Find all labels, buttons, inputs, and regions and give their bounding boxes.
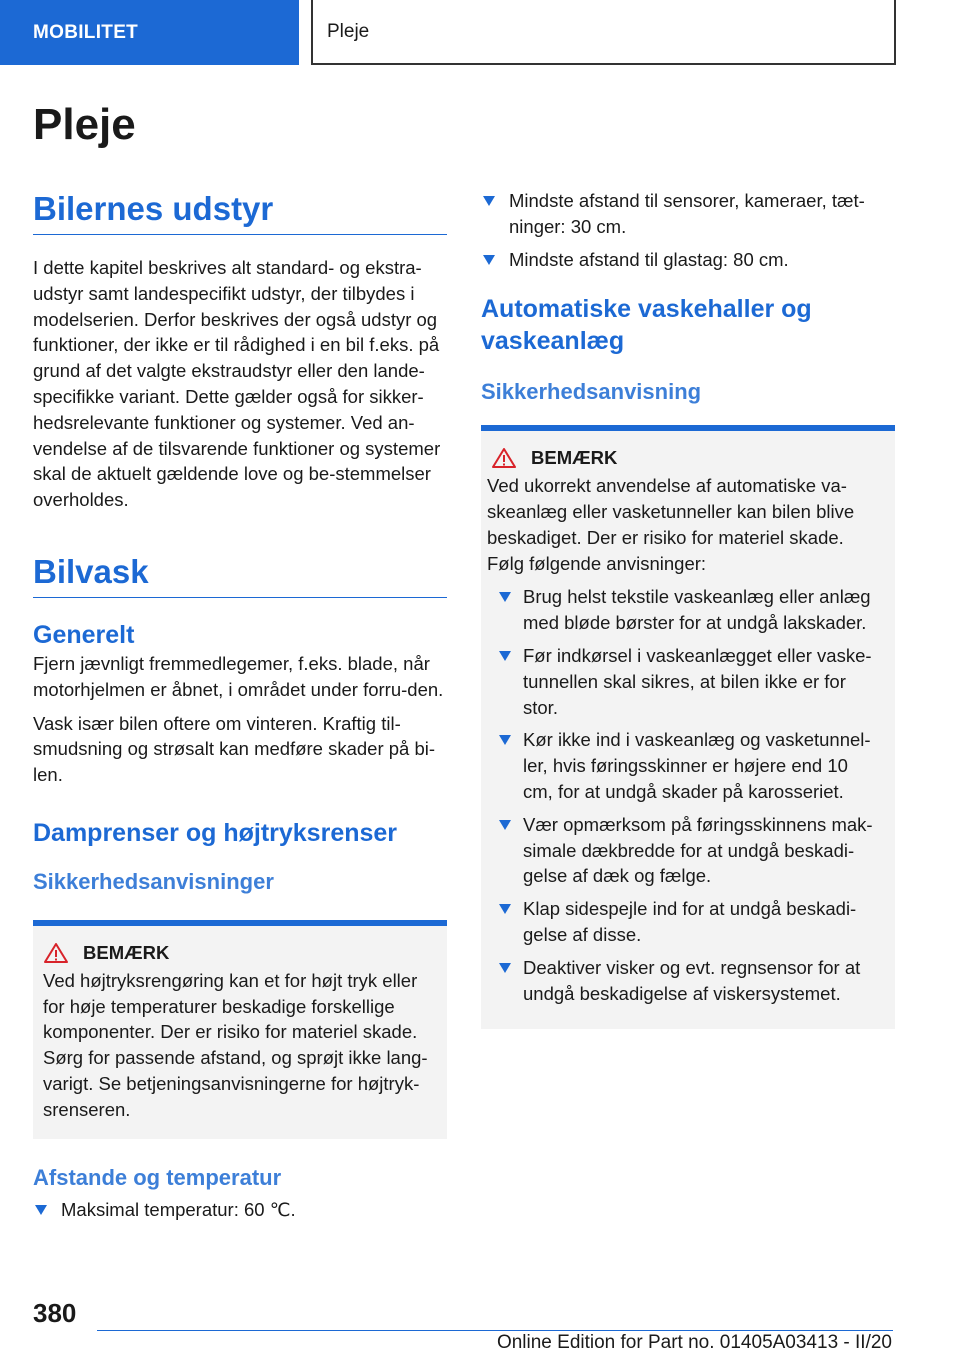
list-item: Kør ikke ind i vaskeanlæg og vasketunnel-ler, hvis føringsskinner er højere end 10 cm, for at undgå skader på karosseriet.: [487, 727, 881, 804]
left-column: [33, 190, 447, 1230]
distance-list: [33, 1197, 447, 1223]
right-column: [481, 188, 895, 1029]
page-number: 380: [33, 1298, 77, 1328]
list-item: Brug helst tekstile vaskeanlæg eller anlæg med bløde børster for at undgå lakskader.: [487, 584, 881, 636]
heading-automatic-carwash: Automatiske vaskehaller og vaskeanlæg: [481, 295, 812, 355]
list-item: Klap sidespejle ind for at undgå beskadi-gelse af disse.: [487, 896, 881, 948]
list-item: Mindste afstand til sensorer, kameraer, tæt-ninger: 30 cm.: [481, 188, 895, 240]
heading-distance-temperature: Afstande og temperatur: [33, 1164, 282, 1190]
bullet-triangle-icon: [499, 904, 511, 914]
list-item: Mindste afstand til glastag: 80 cm.: [481, 247, 895, 273]
warning-header: [39, 942, 433, 964]
warning-label: BEMÆRK: [83, 941, 170, 963]
bullet-triangle-icon: [499, 592, 511, 602]
heading-safety-instructions: Sikkerhedsanvisninger: [33, 869, 274, 895]
heading-general: Generelt: [33, 620, 135, 649]
heading-safety-instruction: Sikkerhedsanvisning: [481, 378, 702, 404]
bullet-triangle-icon: [483, 255, 495, 265]
bullet-triangle-icon: [499, 735, 511, 745]
heading-equipment: Bilernes udstyr: [33, 190, 447, 235]
warning-text: Ved ukorrekt anvendelse af automatiske va-skeanlæg eller vasketunneller kan bilen blive beskadiget. Der er risiko for materiel skade. Følg følgende anvisninger:: [487, 475, 855, 574]
list-item: Vær opmærksom på føringsskinnens mak-simale dækbredde for at undgå beskadi-gelse af dæk og fælge.: [487, 812, 881, 889]
page-title: Pleje: [33, 100, 136, 149]
paragraph-equipment: I dette kapitel beskrives alt standard- og ekstra-udstyr samt landespecifikt udstyr, der tilbydes i modelserien. Derfor beskrives der også udstyr og funktioner, der ikke er til rådighed i en bil f.eks. på grund af det valgte ekstraudstyr eller den lande-specifikke variant. Dette gælder også for sikker-hedsrelevante funktioner og systemer. Ved an-vendelse af de tilsvarende funktioner og systemer skal de aktuelt gældende love og be-stemmelser overholdes.: [33, 256, 441, 511]
warning-header: [487, 447, 881, 469]
heading-carwash: Bilvask: [33, 553, 447, 598]
footer-divider: [97, 1330, 893, 1331]
warning-box-automatic: [481, 425, 895, 1029]
footer-edition: Online Edition for Part no. 01405A03413 - II/20: [496, 1332, 892, 1353]
heading-pressure-cleaner: Damprenser og højtryksrenser: [33, 819, 398, 848]
list-item: Før indkørsel i vaskeanlægget eller vaske-tunnellen skal sikres, at bilen ikke er for stor.: [487, 643, 881, 720]
bullet-triangle-icon: [499, 963, 511, 973]
warning-triangle-icon: [491, 447, 517, 469]
chapter-tab: MOBILITET: [0, 0, 299, 65]
list-item: Maksimal temperatur: 60 ℃.: [33, 1197, 447, 1223]
warning-box: [33, 920, 447, 1139]
paragraph-general-2: Vask især bilen oftere om vinteren. Kraftig til-smudsning og strøsalt kan medføre skader på bi-len.: [33, 712, 436, 786]
list-item: Deaktiver visker og evt. regnsensor for at undgå beskadigelse af viskersystemet.: [487, 955, 881, 1007]
warning-text: Ved højtryksrengøring kan et for højt tryk eller for høje temperaturer beskadige forskellige komponenter. Der er risiko for materiel skade. Sørg for passende afstand, og sprøjt ikke lang-varigt. Se betjeningsanvisningerne for højtryk-srenseren.: [43, 969, 428, 1120]
warning-instructions-list: [487, 584, 881, 1006]
warning-label: BEMÆRK: [531, 447, 618, 469]
paragraph-general-1: Fjern jævnligt fremmedlegemer, f.eks. blade, når motorhjelmen er åbnet, i området under forru-den.: [33, 653, 444, 700]
warning-triangle-icon: [43, 942, 69, 964]
bullet-triangle-icon: [35, 1205, 47, 1215]
bullet-triangle-icon: [499, 651, 511, 661]
bullet-triangle-icon: [499, 820, 511, 830]
bullet-triangle-icon: [483, 196, 495, 206]
section-header: Pleje: [311, 0, 896, 65]
distance-list-continued: [481, 188, 895, 272]
